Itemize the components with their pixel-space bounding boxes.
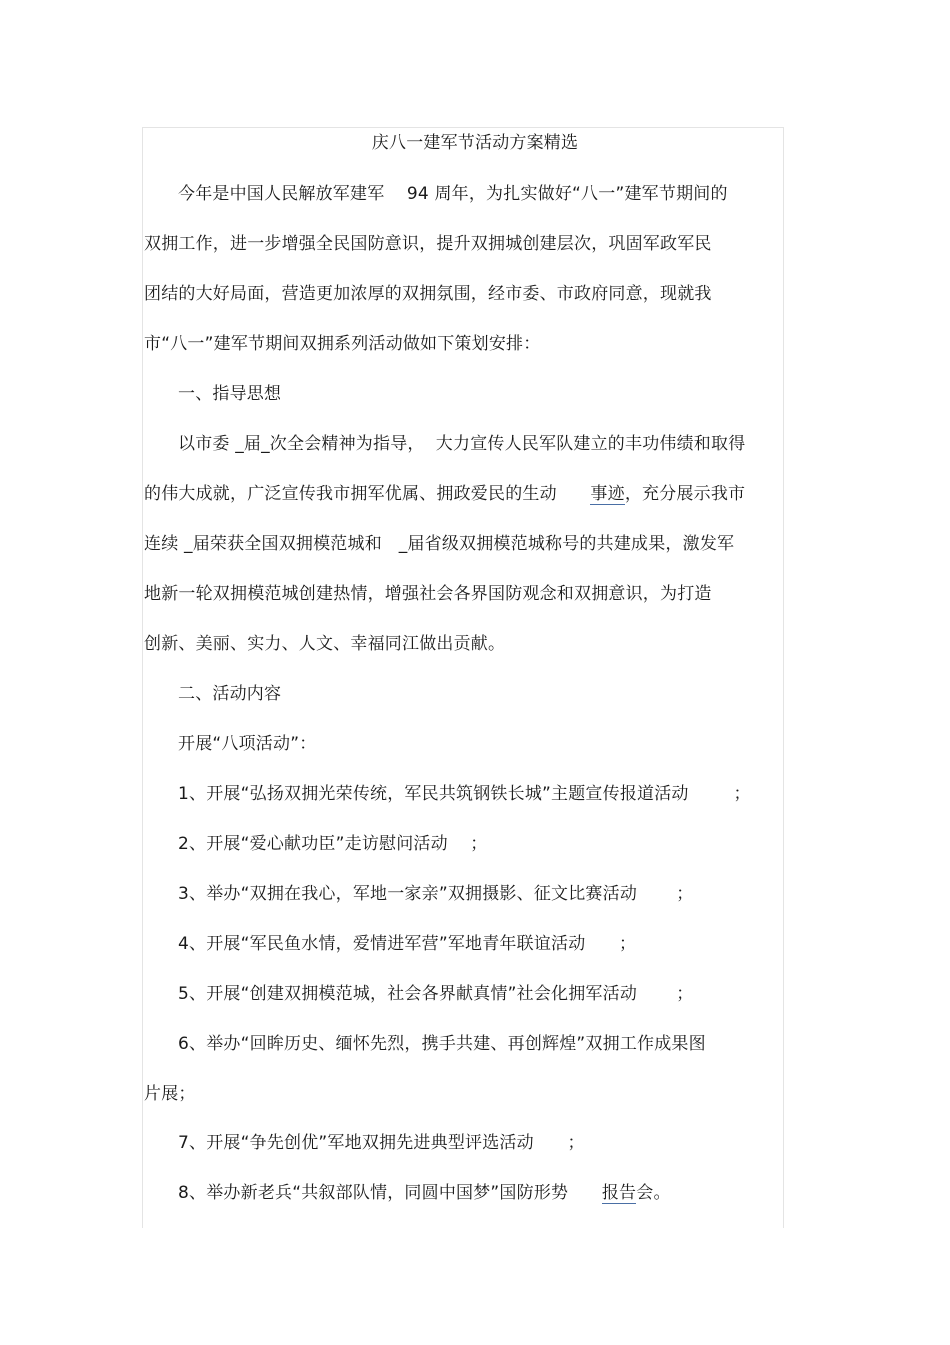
intro-line-4: 市“八一”建军节期间双拥系列活动做如下策划安排： xyxy=(144,334,541,354)
intro-line-2: 双拥工作，进一步增强全民国防意识，提升双拥城创建层次，巩固军政军民 xyxy=(144,234,712,254)
section1-line-1: 以市委 _届_次全会精神为指导， 大力宣传人民军队建立的丰功伟绩和取得 xyxy=(178,434,746,454)
section1-line-2-pre: 的伟大成就，广泛宣传我市拥军优属、拥政爱民的生动 xyxy=(144,484,591,504)
section1-line-3: 连续 _届荣获全国双拥模范城和 _届省级双拥模范城称号的共建成果，激发军 xyxy=(144,534,735,554)
document-title: 庆八一建军节活动方案精选 xyxy=(371,133,579,153)
underlined-word-baogao: 报告 xyxy=(601,1183,637,1203)
section2-heading: 二、活动内容 xyxy=(178,684,282,704)
intro-line-3: 团结的大好局面，营造更加浓厚的双拥氛围，经市委、市政府同意，现就我 xyxy=(144,284,712,304)
section1-line-4: 地新一轮双拥模范城创建热情，增强社会各界国防观念和双拥意识，为打造 xyxy=(144,584,712,604)
activity-item-5: 5、开展“创建双拥模范城，社会各界献真情”社会化拥军活动 ； xyxy=(178,984,694,1004)
section2-intro: 开展“八项活动”： xyxy=(178,734,317,754)
activity-item-6-cont: 片展； xyxy=(144,1084,196,1104)
activity-item-1: 1、开展“弘扬双拥光荣传统，军民共筑钢铁长城”主题宣传报道活动 ； xyxy=(178,784,751,804)
section1-line-2 xyxy=(144,482,745,506)
activity-item-4: 4、开展“军民鱼水情，爱情进军营”军地青年联谊活动 ； xyxy=(178,934,637,954)
activity-item-8 xyxy=(178,1181,671,1205)
section1-heading: 一、指导思想 xyxy=(178,384,282,404)
activity-item-7: 7、开展“争先创优”军地双拥先进典型评选活动 ； xyxy=(178,1133,585,1153)
activity-item-8-post: 会。 xyxy=(636,1183,671,1203)
activity-item-3: 3、举办“双拥在我心，军地一家亲”双拥摄影、征文比赛活动 ； xyxy=(178,884,694,904)
section1-line-2-post: ，充分展示我市 xyxy=(624,484,746,504)
underlined-word-shiji: 事迹 xyxy=(590,484,625,504)
section1-line-5: 创新、美丽、实力、人文、幸福同江做出贡献。 xyxy=(144,634,506,654)
activity-item-6: 6、举办“回眸历史、缅怀先烈，携手共建、再创辉煌”双拥工作成果图 xyxy=(178,1034,706,1054)
activity-item-2: 2、开展“爱心献功臣”走访慰问活动 ； xyxy=(178,834,488,854)
intro-line-1: 今年是中国人民解放军建军 94 周年，为扎实做好“八一”建军节期间的 xyxy=(178,184,728,204)
activity-item-8-pre: 8、举办新老兵“共叙部队情，同圆中国梦”国防形势 xyxy=(178,1183,602,1203)
